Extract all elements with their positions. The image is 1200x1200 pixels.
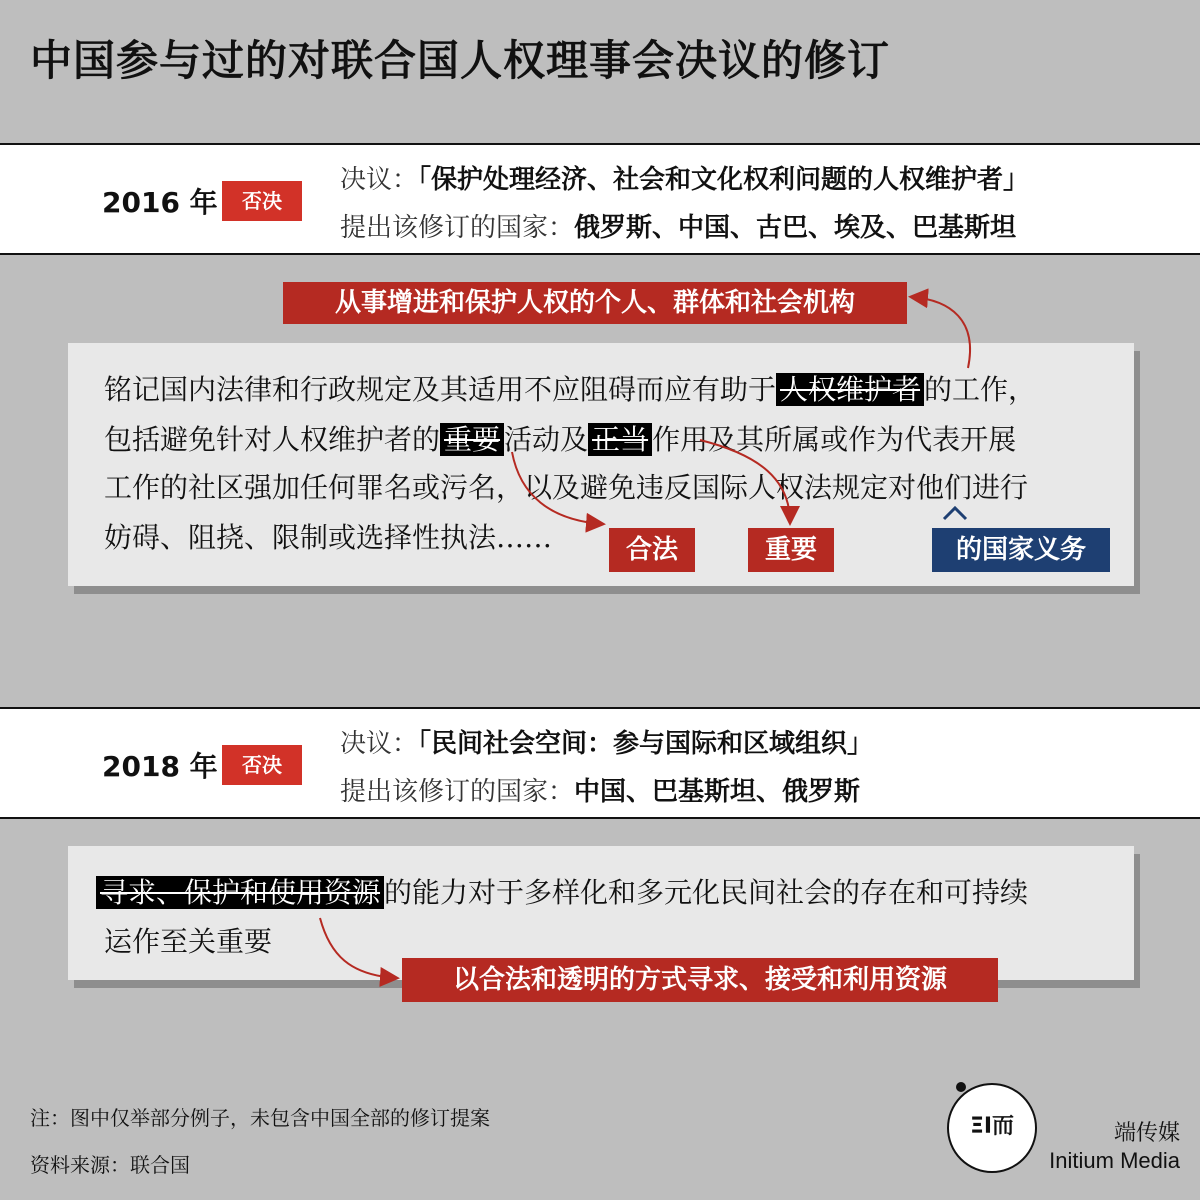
highlight-legitimate: 正当 [588,423,652,456]
highlight-human-rights-defenders: 人权维护者 [776,373,924,406]
proposers-label: 提出该修订的国家： [340,777,575,807]
resolution-name: 「民间社会空间：参与国际和区域组织」 [418,729,874,759]
page-title: 中国参与过的对联合国人权理事会决议的修订 [30,36,891,85]
highlight-resources: 寻求、保护和使用资源 [96,876,384,909]
highlight-important: 重要 [440,423,504,456]
tag-state-duty: 的国家义务 [932,528,1110,572]
resolution-label: 决议： [340,729,419,759]
text-line-3: 工作的社区强加任何罪名或污名，以及避免违反国际人权法规定对他们进行 [104,471,1029,504]
text-line-1: 铭记国内法律和行政规定及其适用不应阻碍而应有助于 人权维护者 的工作， [104,373,1037,406]
text-line-2: 包括避免针对人权维护者的 重要 活动及 正当 作用及其所属或作为代表开展 [104,423,1017,456]
proposers: 俄罗斯、中国、古巴、埃及、巴基斯坦 [574,213,1017,243]
logo-mark: ΞΙ而 [969,1114,1015,1139]
proposers-label: 提出该修订的国家： [340,213,575,243]
year-2018: 2018 年 [102,750,218,783]
text-line-2018-1: 寻求、保护和使用资源 的能力对于多样化和多元化民间社会的存在和可持续 [96,868,1028,918]
footnote: 注：图中仅举部分例子，未包含中国全部的修订提案 [30,1106,490,1130]
tag-legal: 合法 [609,528,695,572]
arrow-to-replace [320,918,396,978]
logo-dot [956,1082,966,1092]
proposers: 中国、巴基斯坦、俄罗斯 [574,777,861,807]
status-badge-2016: 否决 [222,181,302,221]
year-2016: 2016 年 [102,186,218,219]
status-badge-2018: 否决 [222,745,302,785]
brand-cn: 端传媒 [1113,1121,1180,1146]
brand-en: Initium Media [1049,1148,1180,1173]
source: 资料来源：联合国 [30,1153,190,1177]
tag-important: 重要 [748,528,834,572]
text-line-2018-2: 运作至关重要 [104,925,273,958]
tag-replace-resources: 以合法和透明的方式寻求、接受和利用资源 [402,958,998,1002]
callout-human-rights-defenders: 从事增进和保护人权的个人、群体和社会机构 [283,282,907,324]
resolution-label: 决议： [340,165,419,195]
logo [947,1083,1037,1173]
resolution-name: 「保护处理经济、社会和文化权利问题的人权维护者」 [418,165,1030,195]
text-line-4: 妨碍、阻挠、限制或选择性执法…… [104,521,553,554]
